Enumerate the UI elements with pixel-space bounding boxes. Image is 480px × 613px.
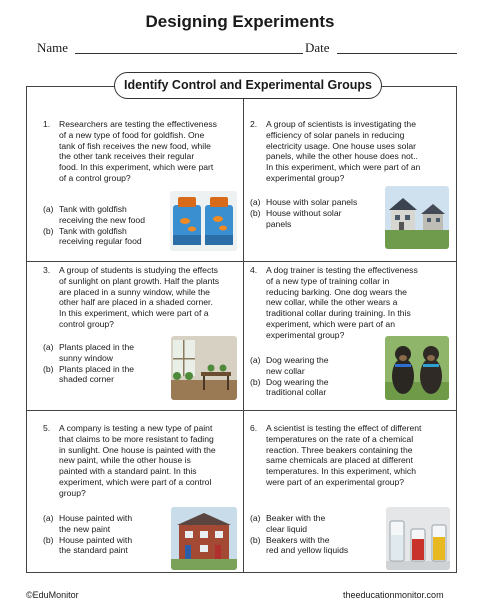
question-text-line: Researchers are testing the effectiveness <box>59 119 217 129</box>
question-text-line: In this experiment, which were part of a <box>59 308 209 319</box>
footer-website: theeducationmonitor.com <box>343 590 444 600</box>
question-text-line: A group of scientists is investigating the <box>266 119 416 129</box>
answer-options <box>43 204 168 247</box>
question-number: 4. <box>250 265 258 275</box>
option-text-line: red and yellow liquids <box>266 545 349 556</box>
answer-option-b[interactable] <box>250 535 375 557</box>
option-letter: (a) <box>250 355 261 365</box>
section-banner: Identify Control and Experimental Groups <box>114 72 382 99</box>
option-letter: (a) <box>43 513 54 523</box>
question-text-line: that claims to be more resistant to fading <box>59 433 214 444</box>
question-text <box>266 265 418 341</box>
goldfish-tanks-photo <box>170 191 237 251</box>
option-letter: (b) <box>250 207 261 218</box>
question-text <box>266 423 421 488</box>
answer-option-a[interactable] <box>43 513 168 535</box>
option-letter: (b) <box>43 225 54 236</box>
question-text-line: In this experiment, which were part of an <box>266 162 421 173</box>
question-number: 3. <box>43 265 51 275</box>
option-text-line: Tank with goldfish <box>59 204 127 214</box>
name-date-row <box>37 40 457 58</box>
option-text-line: House painted with <box>59 513 133 523</box>
question-text-line: group? <box>59 487 86 498</box>
answer-options <box>250 197 375 229</box>
option-text-line: panels <box>266 218 292 229</box>
option-text-line: Beakers with the <box>266 534 330 545</box>
option-text-line: House without solar <box>266 207 342 218</box>
question-text-line: A group of students is studying the effects <box>59 265 218 275</box>
date-blank-line <box>337 53 457 54</box>
question-text-line: of a new type of food for goldfish. One <box>59 129 205 140</box>
footer-copyright: ©EduMonitor <box>26 590 79 600</box>
worksheet-title: Designing Experiments <box>145 12 335 31</box>
option-letter: (b) <box>43 363 54 374</box>
answer-option-b[interactable] <box>250 377 375 399</box>
option-letter: (b) <box>43 534 54 545</box>
question-text-line: painted with a standard paint. In this <box>59 466 197 477</box>
question-text-line: the other tank receives their regular <box>59 151 195 162</box>
question-text-line: reaction. Three beakers containing the <box>266 444 413 455</box>
answer-options <box>250 513 375 556</box>
question-text <box>266 119 420 184</box>
question-text-line: A dog trainer is testing the effectiveness <box>266 265 418 275</box>
row-divider-1 <box>27 261 456 262</box>
answer-option-a[interactable] <box>250 513 375 535</box>
question-text-line: tank of fish receives the new food, while <box>59 140 211 151</box>
two-dogs-photo <box>385 336 449 400</box>
question-text-line: new paint, while the other house is <box>59 455 191 466</box>
question-text <box>59 423 216 499</box>
question-text-line: are placed in a sunny window, while the <box>59 286 210 297</box>
answer-options <box>250 355 375 398</box>
option-letter: (a) <box>43 342 54 352</box>
row-divider-2 <box>27 410 456 411</box>
answer-option-a[interactable] <box>43 342 168 364</box>
question-text-line: experiment, which were part of a control <box>59 476 212 487</box>
houses-photo <box>385 186 449 249</box>
option-text-line: receiving the new food <box>59 214 145 225</box>
question-text-line: new collar, while the other wears a <box>266 297 398 308</box>
name-blank-line <box>75 53 303 54</box>
option-letter: (a) <box>43 204 54 214</box>
option-text-line: Beaker with the <box>266 513 326 523</box>
question-text-line: of a new type of training collar in <box>266 275 390 286</box>
question-text-line: electricity usage. One house uses solar <box>266 140 416 151</box>
question-text-line: experiment, which were part of an <box>266 318 395 329</box>
option-text-line: receiving regular food <box>59 236 142 247</box>
question-text-line: were part of an experimental group? <box>266 476 405 487</box>
answer-options <box>43 342 168 385</box>
option-text-line: the standard paint <box>59 545 128 556</box>
option-text-line: shaded corner <box>59 374 114 385</box>
option-text-line: Dog wearing the <box>266 376 329 387</box>
question-number: 1. <box>43 119 51 129</box>
option-text-line: sunny window <box>59 352 113 363</box>
option-letter: (a) <box>250 513 261 523</box>
question-text-line: reducing barking. One dog wears the <box>266 286 407 297</box>
brick-house-photo <box>171 507 237 570</box>
option-letter: (b) <box>250 534 261 545</box>
question-text-line: food. In this experiment, which were part <box>59 162 214 173</box>
option-letter: (a) <box>250 197 261 207</box>
option-text-line: Plants placed in the <box>59 363 135 374</box>
option-text-line: House with solar panels <box>266 197 358 207</box>
question-text-line: A scientist is testing the effect of different <box>266 423 422 433</box>
question-text-line: experimental group? <box>266 172 345 183</box>
option-text-line: clear liquid <box>266 523 308 534</box>
option-text-line: House painted with <box>59 534 133 545</box>
question-text-line: temperatures on the rate of a chemical <box>266 433 414 444</box>
option-text-line: Dog wearing the <box>266 355 329 365</box>
question-number: 5. <box>43 423 51 433</box>
answer-option-b[interactable] <box>43 535 168 557</box>
answer-options <box>43 513 168 556</box>
option-text-line: Plants placed in the <box>59 342 135 352</box>
answer-option-a[interactable] <box>43 204 168 226</box>
question-text-line: same chemicals are placed at different <box>266 455 413 466</box>
question-number: 2. <box>250 119 258 129</box>
answer-option-a[interactable] <box>250 197 375 208</box>
classroom-plants-photo <box>171 336 237 400</box>
question-text-line: efficiency of solar panels in reducing <box>266 129 405 140</box>
question-text-line: control group? <box>59 318 114 329</box>
question-text-line: of a control group? <box>59 172 131 183</box>
question-text <box>59 119 217 184</box>
beakers-photo <box>386 507 450 570</box>
question-text-line: in sunlight. One house is painted with the <box>59 444 216 455</box>
option-text-line: Tank with goldfish <box>59 225 127 236</box>
question-text-line: experimental group? <box>266 329 345 340</box>
question-text-line: panels, while the other house does not.. <box>266 151 418 162</box>
answer-option-b[interactable] <box>43 364 168 386</box>
question-text-line: temperatures. In this experiment, which <box>266 466 416 477</box>
date-label: Date <box>305 40 330 55</box>
option-text-line: traditional collar <box>266 387 327 398</box>
option-text-line: new collar <box>266 365 305 376</box>
option-text-line: the new paint <box>59 523 111 534</box>
question-text-line: traditional collar during training. In this <box>266 308 411 319</box>
question-text-line: A company is testing a new type of paint <box>59 423 213 433</box>
question-text <box>59 265 219 330</box>
question-text-line: other half are placed in a shaded corner. <box>59 297 213 308</box>
question-number: 6. <box>250 423 258 433</box>
answer-option-b[interactable] <box>250 208 375 230</box>
name-label: Name <box>37 40 69 55</box>
question-text-line: of sunlight on plant growth. Half the plants <box>59 275 220 286</box>
column-divider <box>243 87 244 572</box>
answer-option-a[interactable] <box>250 355 375 377</box>
option-letter: (b) <box>250 376 261 387</box>
answer-option-b[interactable] <box>43 226 168 248</box>
